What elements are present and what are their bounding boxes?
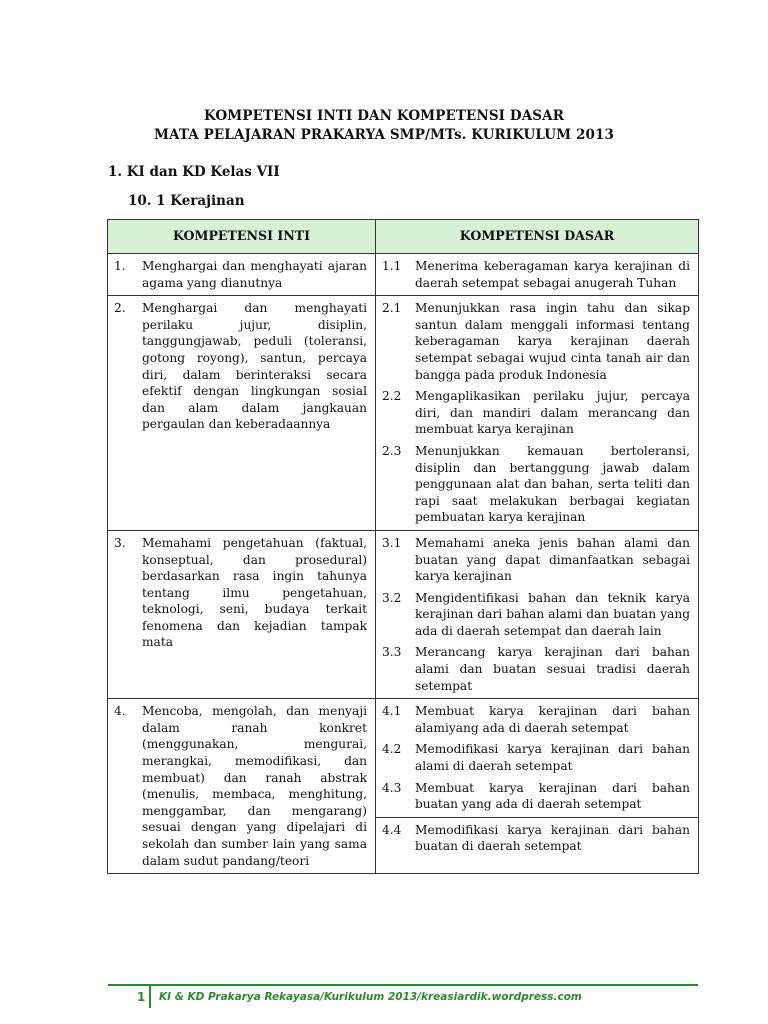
kd-number: 2.2 — [382, 389, 402, 404]
kd-number: 4.3 — [382, 780, 402, 795]
ki-cell — [108, 530, 376, 698]
kd-number: 4.1 — [382, 704, 402, 719]
footer-divider — [108, 984, 698, 986]
footer-text: KI & KD Prakarya Rekayasa/Kurikulum 2013/kreasiardik.wordpress.com — [159, 991, 582, 1003]
table-row — [108, 530, 699, 698]
kd-text: Menunjukkan rasa ingin tahu dan sikap santun dalam menggali informasi tentang keberagaman karya kerajinan daerah setempat sebagai wujud cinta tanah air dan bangga pada produk Indonesia — [415, 301, 690, 382]
kd-cell — [376, 699, 699, 874]
column-header-kd: KOMPETENSI DASAR — [376, 220, 699, 254]
ki-number: 1. — [114, 259, 126, 273]
kd-number: 3.3 — [382, 645, 402, 660]
kd-number: 3.2 — [382, 590, 402, 605]
ki-text: Menghargai dan menghayati ajaran agama yang dianutnya — [142, 259, 367, 290]
competency-table — [107, 219, 699, 874]
kd-text: Mengaplikasikan perilaku jujur, percaya diri, dan mandiri dalam merancang dan membuat karya kerajinan — [415, 389, 690, 437]
kd-cell — [376, 296, 699, 531]
kd-text: Menerima keberagaman karya kerajinan di daerah setempat sebagai anugerah Tuhan — [415, 259, 690, 290]
kd-number: 4.4 — [382, 822, 402, 837]
footer-separator — [149, 986, 151, 1008]
kd-text: Menunjukkan kemauan bertoleransi, disiplin dan bertanggung jawab dalam penggunaan alat dan bahan, serta teliti dan rapi saat melakukan berbagai kegiatan pembuatan karya kerajinan — [415, 443, 690, 525]
kd-number: 3.1 — [382, 535, 402, 550]
kd-text: Mengidentifikasi bahan dan teknik karya kerajinan dari bahan alami dan buatan yang ada di daerah setempat dan daerah lain — [415, 590, 690, 638]
section-heading: 1. KI dan KD Kelas VII — [108, 164, 280, 180]
ki-cell — [108, 296, 376, 531]
kd-cell — [376, 530, 699, 698]
kd-text: Memodifikasi karya kerajinan dari bahan alami di daerah setempat — [415, 742, 690, 774]
ki-number: 3. — [114, 535, 126, 550]
table-row — [108, 296, 699, 531]
kd-text: Memodifikasi karya kerajinan dari bahan buatan di daerah setempat — [415, 822, 690, 854]
ki-cell — [108, 699, 376, 874]
kd-cell — [376, 254, 699, 296]
kd-text: Membuat karya kerajinan dari bahan buatan yang ada di daerah setempat — [415, 780, 690, 812]
kd-number: 1.1 — [382, 259, 402, 273]
kd-number: 2.1 — [382, 301, 402, 316]
ki-text: Memahami pengetahuan (faktual, konseptual, dan prosedural) berdasarkan rasa ingin tahunya tentang ilmu pengetahuan, teknologi, seni, budaya terkait fenomena dan kejadian tampak mata — [142, 535, 367, 650]
table-row — [108, 699, 699, 874]
kd-text: Membuat karya kerajinan dari bahan alamiyang ada di daerah setempat — [415, 704, 690, 735]
page-number: 1 — [137, 990, 146, 1004]
kd-number: 2.3 — [382, 443, 402, 458]
kd-text: Memahami aneka jenis bahan alami dan buatan yang dapat dimanfaatkan sebagai karya kerajinan — [415, 535, 690, 584]
column-header-ki: KOMPETENSI INTI — [108, 220, 376, 254]
divider — [376, 817, 698, 818]
ki-cell — [108, 254, 376, 296]
table-row — [108, 254, 699, 296]
document-title-line-1: KOMPETENSI INTI DAN KOMPETENSI DASAR — [203, 108, 565, 124]
ki-number: 2. — [114, 301, 126, 316]
kd-number: 4.2 — [382, 742, 402, 757]
ki-text: Menghargai dan menghayati perilaku jujur, disiplin, tanggungjawab, peduli (toleransi, gotong royong), santun, percaya diri, dalam berinteraksi secara efektif dengan lingkungan sosial dan alam dalam jangkauan pergaulan dan keberadaannya — [142, 301, 367, 432]
kd-text: Merancang karya kerajinan dari bahan alami dan buatan sesuai tradisi daerah setempat — [415, 645, 690, 693]
document-title-line-2: MATA PELAJARAN PRAKARYA SMP/MTs. KURIKULUM 2013 — [154, 127, 614, 143]
ki-text: Mencoba, mengolah, dan menyaji dalam ranah konkret (menggunakan, mengurai, merangkai, memodifikasi, dan membuat) dan ranah abstrak (menulis, membaca, menghitung, menggambar, dan mengarang) sesuai dengan yang dipelajari di sekolah dan sumber lain yang sama dalam sudut pandang/teori — [142, 704, 367, 868]
ki-number: 4. — [114, 704, 126, 719]
subsection-heading: 10. 1 Kerajinan — [128, 193, 245, 209]
